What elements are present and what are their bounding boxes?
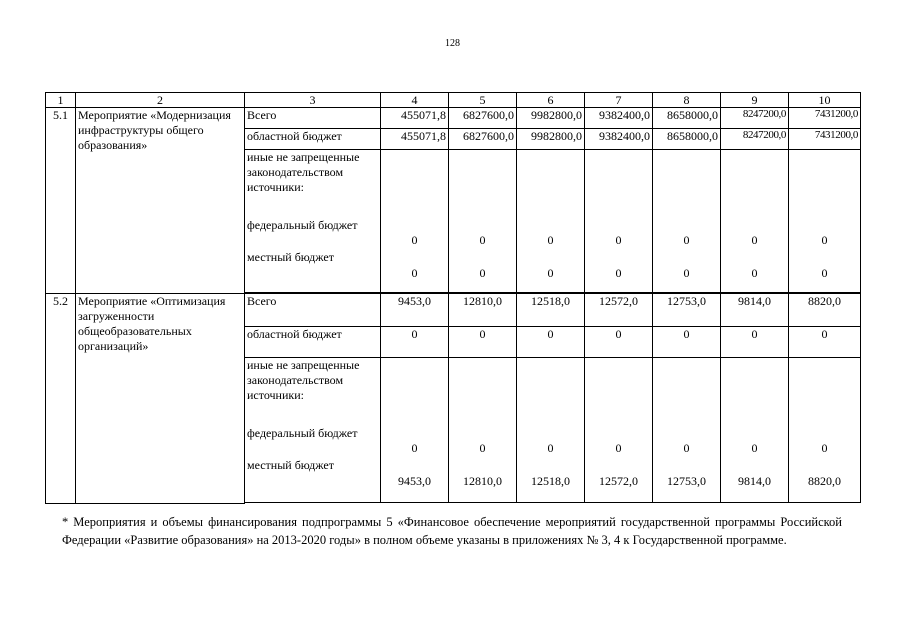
value-cell: 455071,8 xyxy=(381,108,449,129)
value-cell: 0 8820,0 xyxy=(789,358,861,503)
value-cell: 0 0 xyxy=(789,150,861,293)
value-cell: 9982800,0 xyxy=(517,129,585,150)
measure-name: Мероприятие «Оптимизация загруженности общеобразовательных организаций» xyxy=(76,294,245,504)
value-cell: 9382400,0 xyxy=(585,108,653,129)
local-label: местный бюджет xyxy=(247,458,334,472)
value-cell: 12810,0 xyxy=(449,294,517,327)
footnote: * Мероприятия и объемы финансирования подпрограммы 5 «Финансовое обеспечение мероприятий государственной программы Российской Федерации «Развитие образования» на 2013-2020 годы» в полном объеме указаны в приложениях № 3, 4 к Государственной программе. xyxy=(62,515,842,547)
header-cell: 10 xyxy=(789,93,861,108)
value-cell: 0 12518,0 xyxy=(517,358,585,503)
source-label xyxy=(245,150,381,293)
value-cell: 0 12753,0 xyxy=(653,358,721,503)
value-cell: 7431200,0 xyxy=(789,129,861,150)
measure-name: Мероприятие «Модернизация инфраструктуры общего образования» xyxy=(76,108,245,294)
row-index: 5.1 xyxy=(46,108,76,294)
value-cell: 12753,0 xyxy=(653,294,721,327)
value-cell: 0 xyxy=(517,327,585,358)
value-cell: 0 xyxy=(449,327,517,358)
value-cell: 8658000,0 xyxy=(653,129,721,150)
value-cell: 8820,0 xyxy=(789,294,861,327)
value-cell: 0 xyxy=(653,327,721,358)
value-cell: 455071,8 xyxy=(381,129,449,150)
table-row xyxy=(46,294,861,327)
value-cell: 0 0 xyxy=(585,150,653,293)
value-cell: 8247200,0 xyxy=(721,108,789,129)
header-cell: 5 xyxy=(449,93,517,108)
value-cell: 0 9453,0 xyxy=(381,358,449,503)
value-cell: 7431200,0 xyxy=(789,108,861,129)
federal-label: федеральный бюджет xyxy=(247,426,358,440)
value-cell: 8658000,0 xyxy=(653,108,721,129)
value-cell: 0 12572,0 xyxy=(585,358,653,503)
value-cell: 0 0 xyxy=(653,150,721,293)
header-cell: 4 xyxy=(381,93,449,108)
other-sources-label: иные не запрещенные законодательством источники: xyxy=(247,358,360,402)
source-label: областной бюджет xyxy=(245,129,381,150)
value-cell: 6827600,0 xyxy=(449,129,517,150)
local-label: местный бюджет xyxy=(247,250,334,264)
page-number: 128 xyxy=(445,38,460,49)
value-cell: 9982800,0 xyxy=(517,108,585,129)
value-cell: 0 0 xyxy=(381,150,449,293)
federal-label: федеральный бюджет xyxy=(247,218,358,232)
header-cell: 6 xyxy=(517,93,585,108)
value-cell: 0 xyxy=(381,327,449,358)
value-cell: 0 xyxy=(789,327,861,358)
table-row xyxy=(46,108,861,129)
value-cell: 8247200,0 xyxy=(721,129,789,150)
header-cell: 3 xyxy=(245,93,381,108)
table-header-row xyxy=(46,93,861,108)
value-cell: 0 0 xyxy=(721,150,789,293)
source-label: областной бюджет xyxy=(245,327,381,358)
value-cell: 0 xyxy=(585,327,653,358)
value-cell: 0 9814,0 xyxy=(721,358,789,503)
header-cell: 1 xyxy=(46,93,76,108)
source-label xyxy=(245,358,381,503)
other-sources-label: иные не запрещенные законодательством источники: xyxy=(247,150,360,194)
funding-table xyxy=(45,92,861,504)
header-cell: 2 xyxy=(76,93,245,108)
value-cell: 6827600,0 xyxy=(449,108,517,129)
value-cell: 0 0 xyxy=(449,150,517,293)
row-index: 5.2 xyxy=(46,294,76,504)
value-cell: 12518,0 xyxy=(517,294,585,327)
header-cell: 7 xyxy=(585,93,653,108)
header-cell: 8 xyxy=(653,93,721,108)
value-cell: 9382400,0 xyxy=(585,129,653,150)
value-cell: 0 xyxy=(721,327,789,358)
source-label: Всего xyxy=(245,294,381,327)
value-cell: 0 0 xyxy=(517,150,585,293)
value-cell: 12572,0 xyxy=(585,294,653,327)
value-cell: 9814,0 xyxy=(721,294,789,327)
source-label: Всего xyxy=(245,108,381,129)
value-cell: 9453,0 xyxy=(381,294,449,327)
header-cell: 9 xyxy=(721,93,789,108)
value-cell: 0 12810,0 xyxy=(449,358,517,503)
